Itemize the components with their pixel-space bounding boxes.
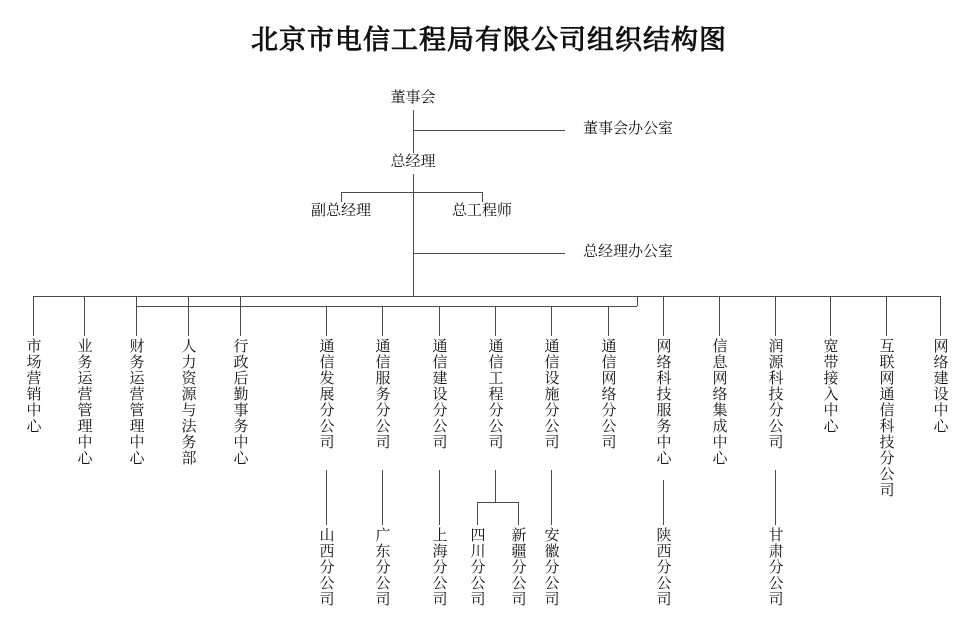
node-shaanxi-branch: 陕西分公司 <box>654 527 672 607</box>
node-comm-development-branch: 通信发展分公司 <box>317 338 335 450</box>
drop-c16 <box>886 296 887 336</box>
node-comm-facilities-branch: 通信设施分公司 <box>542 338 560 450</box>
connector-gm-bar <box>341 192 482 193</box>
drop-c4 <box>188 296 189 336</box>
connector-c6-to-b1 <box>326 470 327 525</box>
node-comm-network-branch: 通信网络分公司 <box>599 338 617 450</box>
node-shanxi-branch: 山西分公司 <box>317 527 335 607</box>
node-anhui-branch: 安徽分公司 <box>542 527 560 607</box>
node-board-office: 董事会办公室 <box>582 120 674 137</box>
drop-c10 <box>551 306 552 336</box>
connector-main-bus <box>33 296 940 297</box>
drop-c14 <box>775 296 776 336</box>
node-market-center: 市场营销中心 <box>24 338 42 434</box>
node-comm-engineering-branch: 通信工程分公司 <box>486 338 504 450</box>
node-sichuan-branch: 四川分公司 <box>468 527 486 607</box>
node-info-network-integration-center: 信息网络集成中心 <box>710 338 728 466</box>
page-title: 北京市电信工程局有限公司组织结构图 <box>251 25 727 55</box>
node-internet-comm-tech-branch: 互联网通信科技分公司 <box>877 338 895 498</box>
node-network-tech-service-center: 网络科技服务中心 <box>654 338 672 466</box>
drop-c12 <box>663 296 664 336</box>
drop-c7 <box>382 306 383 336</box>
drop-c11 <box>608 306 609 336</box>
node-comm-service-branch: 通信服务分公司 <box>373 338 391 450</box>
drop-c9 <box>495 306 496 336</box>
connector-gm-trunk <box>413 192 414 296</box>
connector-deputy-gm-stub <box>341 192 342 202</box>
node-network-construction-center: 网络建设中心 <box>931 338 949 434</box>
connector-c12-to-b7 <box>663 480 664 525</box>
drop-c17 <box>940 296 941 336</box>
connector-gm-down <box>413 174 414 192</box>
connector-board-to-gm <box>413 110 414 153</box>
node-general-manager: 总经理 <box>390 153 436 170</box>
drop-c3 <box>136 296 137 336</box>
node-finance-ops-center: 财务运营管理中心 <box>127 338 145 466</box>
node-business-ops-center: 业务运营管理中心 <box>75 338 93 466</box>
node-broadband-access-center: 宽带接入中心 <box>821 338 839 434</box>
connector-board-to-board-office <box>413 130 565 131</box>
connector-c7-to-b2 <box>382 470 383 525</box>
connector-chief-engineer-stub <box>482 192 483 202</box>
node-hr-legal-dept: 人力资源与法务部 <box>179 338 197 466</box>
node-deputy-general-manager: 副总经理 <box>310 202 372 219</box>
drop-c15 <box>830 296 831 336</box>
connector-c10-to-b6 <box>551 470 552 525</box>
node-chief-engineer: 总工程师 <box>451 202 513 219</box>
connector-gm-to-gm-office <box>413 253 565 254</box>
drop-c1 <box>33 296 34 336</box>
connector-c8-to-b3 <box>439 470 440 525</box>
connector-c9-down <box>495 470 496 502</box>
node-gm-office: 总经理办公室 <box>582 243 674 260</box>
node-shanghai-branch: 上海分公司 <box>430 527 448 607</box>
connector-c9-split-bar <box>477 502 518 503</box>
connector-right-group-riser <box>637 296 638 306</box>
node-xinjiang-branch: 新疆分公司 <box>509 527 527 607</box>
drop-c8 <box>439 306 440 336</box>
node-runyuan-tech-branch: 润源科技分公司 <box>766 338 784 450</box>
connector-c14-to-b8 <box>775 470 776 525</box>
node-admin-logistics-center: 行政后勤事务中心 <box>231 338 249 466</box>
connector-group-bar <box>136 306 637 307</box>
drop-c13 <box>719 296 720 336</box>
node-gansu-branch: 甘肃分公司 <box>766 527 784 607</box>
node-comm-construction-branch: 通信建设分公司 <box>430 338 448 450</box>
node-guangdong-branch: 广东分公司 <box>373 527 391 607</box>
drop-c2 <box>84 296 85 336</box>
drop-c6 <box>326 306 327 336</box>
node-board: 董事会 <box>390 89 436 106</box>
drop-c5 <box>240 296 241 336</box>
connector-c9-to-b5 <box>518 502 519 525</box>
connector-c9-to-b4 <box>477 502 478 525</box>
